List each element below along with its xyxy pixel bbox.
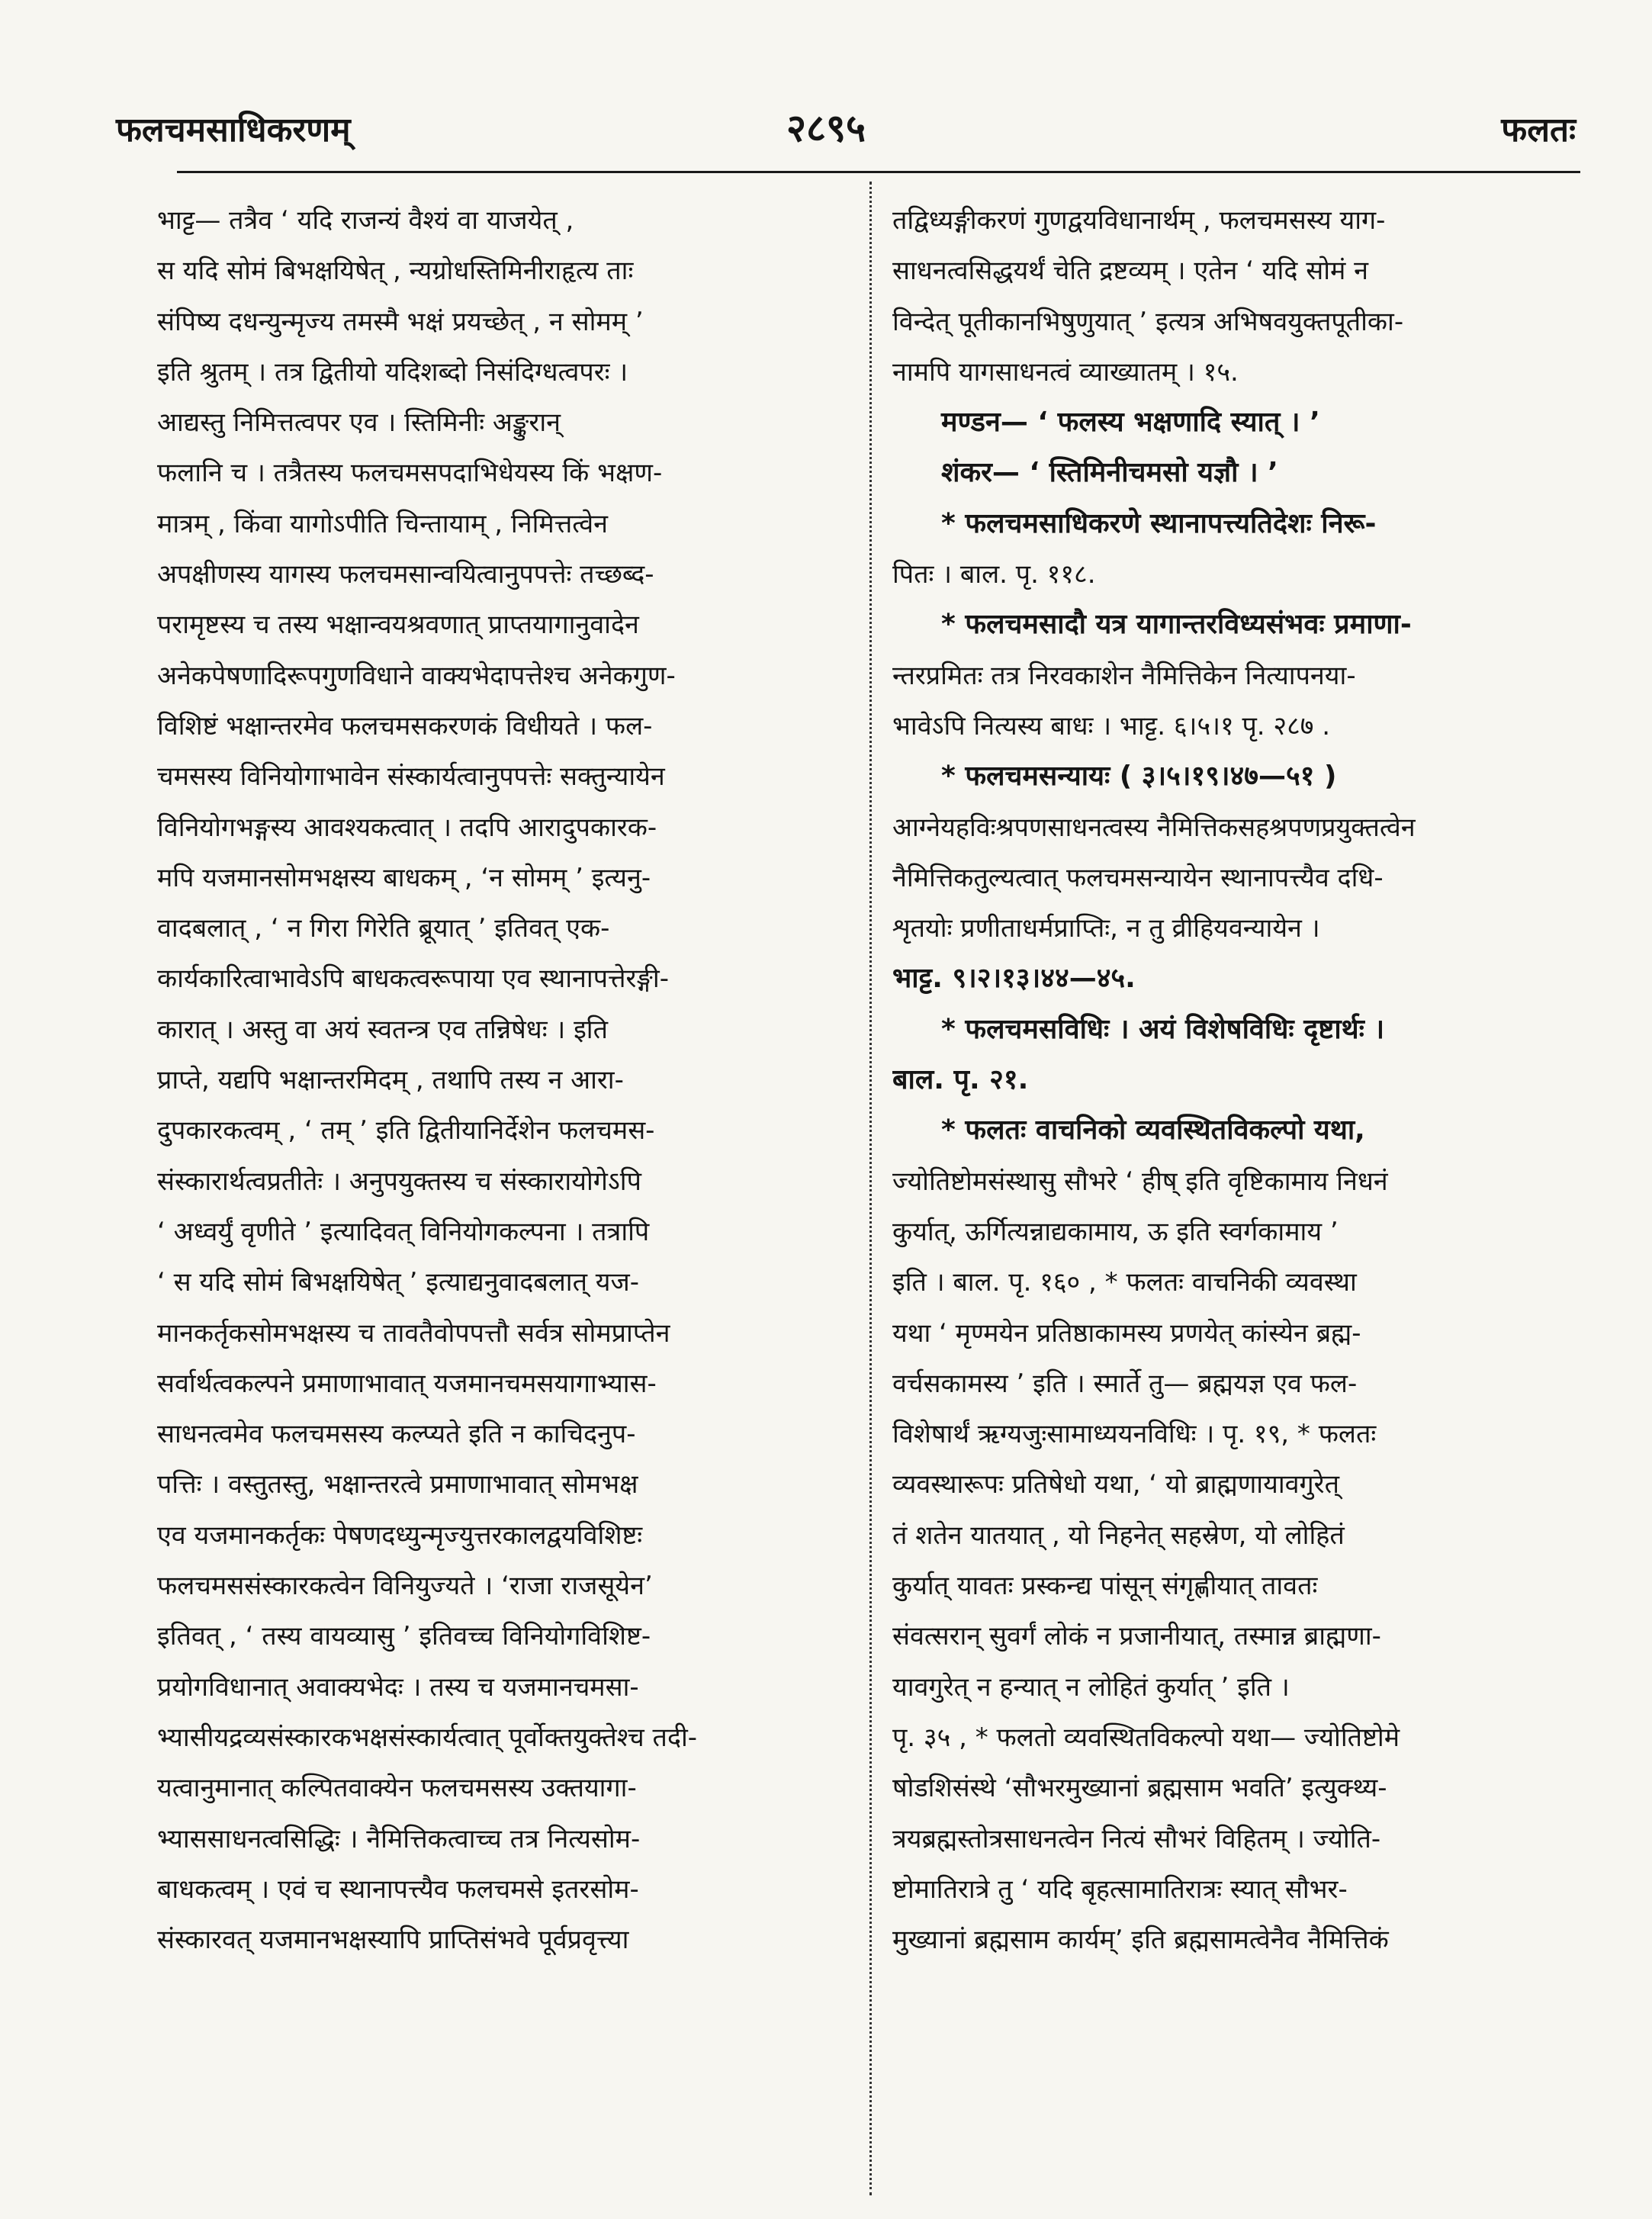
text-line: पत्तिः । वस्तुतस्तु, भक्षान्तरत्वे प्रमाणाभावात् सोमभक्ष — [157, 1469, 638, 1500]
text-line: व्यवस्थारूपः प्रतिषेधो यथा, ‘ यो ब्राह्मणायावगुरेत् — [892, 1469, 1339, 1500]
text-line: शंकर— ‘ स्तिमिनीचमसो यज्ञौ । ’ — [941, 457, 1278, 489]
running-title: फलचमसाधिकरणम् — [116, 111, 351, 150]
text-line: ज्योतिष्टोमसंस्थासु सौभरे ‘ हीष् इति वृष्टिकामाय निधनं — [892, 1166, 1388, 1197]
text-line: अनेकपेषणादिरूपगुणविधाने वाक्यभेदापत्तेश्च अनेकगुण- — [157, 660, 676, 691]
text-line: आद्यस्तु निमित्तत्वपर एव । स्तिमिनीः अङ्कुरान् — [157, 407, 561, 439]
running-keyword: फलतः — [1501, 111, 1576, 150]
text-line: आग्नेयहविःश्रपणसाधनत्वस्य नैमित्तिकसहश्रपणप्रयुक्तत्वेन — [892, 812, 1416, 843]
text-line: चमसस्य विनियोगाभावेन संस्कार्यत्वानुपपत्तेः सक्तुन्यायेन — [157, 761, 665, 793]
text-line: न्तरप्रमितः तत्र निरवकाशेन नैमित्तिकेन नित्यापनया- — [892, 660, 1356, 691]
text-line: * फलचमसाधिकरणे स्थानापत्त्यतिदेशः निरू- — [941, 507, 1377, 539]
text-line: प्रयोगविधानात् अवाक्यभेदः । तस्य च यजमानचमसा- — [157, 1671, 639, 1703]
text-line: * फलचमसादौ यत्र यागान्तरविध्यसंभवः प्रमाणा- — [941, 609, 1412, 641]
left-column — [157, 195, 851, 1965]
text-line: फलचमससंस्कारकत्वेन विनियुज्यते । ‘राजा राजसूयेन’ — [157, 1571, 653, 1602]
text-line: मानकर्तृकसोमभक्षस्य च तावतैवोपपत्तौ सर्वत्र सोमप्राप्तेन — [157, 1317, 670, 1349]
text-line: वादबलात् , ‘ न गिरा गिरेति ब्रूयात् ’ इतिवत् एक- — [157, 913, 610, 944]
text-line: बाधकत्वम् । एवं च स्थानापत्त्यैव फलचमसे इतरसोम- — [157, 1873, 639, 1905]
text-line: * फलचमसन्यायः ( ३।५।१९।४७—५१ ) — [941, 761, 1337, 793]
text-line: कुर्यात्, ऊर्गित्यन्नाद्यकामाय, ऊ इति स्वर्गकामाय ’ — [892, 1216, 1339, 1247]
text-line: संवत्सरान् सुवर्गं लोकं न प्रजानीयात्, तस्मान्न ब्राह्मणा- — [892, 1621, 1381, 1652]
text-line: वर्चसकामस्य ’ इति । स्मार्ते तु— ब्रह्मयज्ञ एव फल- — [892, 1368, 1358, 1399]
text-line: मुख्यानां ब्रह्मसाम कार्यम्’ इति ब्रह्मसामत्वेनैव नैमित्तिकं — [892, 1925, 1389, 1956]
text-line: मण्डन— ‘ फलस्य भक्षणादि स्यात् । ’ — [941, 407, 1320, 439]
text-line: संस्कारवत् यजमानभक्षस्यापि प्राप्तिसंभवे पूर्वप्रवृत्त्या — [157, 1925, 629, 1956]
text-line: कुर्यात् यावतः प्रस्कन्द्य पांसून् संगृह्णीयात् तावतः — [892, 1571, 1318, 1602]
text-line: पितः । बाल. पृ. ११८. — [892, 559, 1096, 590]
text-line: विन्देत् पूतीकानभिषुणुयात् ’ इत्यत्र अभिषवयुक्तपूतीका- — [892, 306, 1404, 337]
text-line: कारात् । अस्तु वा अयं स्वतन्त्र एव तन्निषेधः । इति — [157, 1014, 608, 1045]
text-line: अपक्षीणस्य यागस्य फलचमसान्वयित्वानुपपत्तेः तच्छब्द- — [157, 559, 654, 590]
text-line: परामृष्टस्य च तस्य भक्षान्वयश्रवणात् प्राप्तयागानुवादेन — [157, 609, 639, 641]
text-line: विशेषार्थं ऋग्यजुःसामाध्ययनविधिः । पृ. १९, * फलतः — [892, 1419, 1377, 1450]
text-line: भावेऽपि नित्यस्य बाधः । भाट्ट. ६।५।१ पृ. २८७ . — [892, 710, 1331, 741]
text-line: तं शतेन यातयात् , यो निहनेत् सहस्रेण, यो लोहितं — [892, 1520, 1345, 1551]
text-line: मात्रम् , किंवा यागोऽपीति चिन्तायाम् , निमित्तत्वेन — [157, 508, 608, 539]
text-line: संस्कारार्थत्वप्रतीतेः । अनुपयुक्तस्य च संस्कारायोगेऽपि — [157, 1166, 641, 1197]
text-line: संपिष्य दधन्युन्मृज्य तमस्मै भक्षं प्रयच्छेत् , न सोमम् ’ — [157, 306, 644, 337]
text-line: इतिवत् , ‘ तस्य वायव्यासु ’ इतिवच्च विनियोगविशिष्ट- — [157, 1621, 651, 1652]
header-rule — [177, 171, 1580, 173]
text-line: षोडशिसंस्थे ‘सौभरमुख्यानां ब्रह्मसाम भवति’ इत्युक्थ्य- — [892, 1773, 1387, 1804]
text-line: साधनत्वसिद्धयर्थं चेति द्रष्टव्यम् । एतेन ‘ यदि सोमं न — [892, 256, 1369, 287]
text-line: मपि यजमानसोमभक्षस्य बाधकम् , ‘न सोमम् ’ इत्यनु- — [157, 862, 651, 893]
text-line: भाट्ट— तत्रैव ‘ यदि राजन्यं वैश्यं वा याजयेत् , — [157, 205, 574, 236]
right-column — [892, 195, 1586, 1965]
text-line: भ्यासीयद्रव्यसंस्कारकभक्षसंस्कार्यत्वात् पूर्वोक्तयुक्तेश्च तदी- — [157, 1722, 698, 1753]
text-line: नैमित्तिकतुल्यत्वात् फलचमसन्यायेन स्थानापत्त्यैव दधि- — [892, 862, 1384, 893]
text-line: यत्वानुमानात् कल्पितवाक्येन फलचमसस्य उक्तयागा- — [157, 1773, 637, 1804]
text-line: इति । बाल. पृ. १६० , * फलतः वाचनिकी व्यवस्था — [892, 1267, 1357, 1298]
text-line: एव यजमानकर्तृकः पेषणदध्युन्मृज्युत्तरकालद्वयविशिष्टः — [157, 1520, 643, 1551]
text-line: इति श्रुतम् । तत्र द्वितीयो यदिशब्दो निसंदिग्धत्वपरः । — [157, 356, 628, 388]
text-line: ष्टोमातिरात्रे तु ‘ यदि बृहत्सामातिरात्रः स्यात् सौभर- — [892, 1873, 1348, 1905]
text-line: ‘ स यदि सोमं बिभक्षयिषेत् ’ इत्याद्यनुवादबलात् यज- — [157, 1267, 640, 1298]
text-line: सर्वार्थत्वकल्पने प्रमाणाभावात् यजमानचमसयागाभ्यास- — [157, 1368, 657, 1399]
text-line: ‘ अध्वर्युं वृणीते ’ इत्यादिवत् विनियोगकल्पना । तत्रापि — [157, 1216, 650, 1247]
text-line: यावगुरेत् न हन्यात् न लोहितं कुर्यात् ’ इति । — [892, 1671, 1290, 1703]
text-line: कार्यकारित्वाभावेऽपि बाधकत्वरूपाया एव स्थानापत्तेरङ्गी- — [157, 963, 670, 995]
text-line: भाट्ट. ९।२।१३।४४—४५. — [892, 963, 1136, 995]
column-divider — [869, 182, 873, 2195]
page-number: २८९५ — [786, 106, 866, 150]
text-line: फलानि च । तत्रैतस्य फलचमसपदाभिधेयस्य किं भक्षण- — [157, 458, 663, 489]
text-line: साधनत्वमेव फलचमसस्य कल्प्यते इति न काचिदनुप- — [157, 1419, 636, 1450]
page-header — [0, 98, 1652, 159]
text-line: त्रयब्रह्मस्तोत्रसाधनत्वेन नित्यं सौभरं विहितम् । ज्योति- — [892, 1823, 1381, 1854]
text-line: बाल. पृ. २१. — [892, 1064, 1029, 1096]
text-line: तद्विध्यङ्गीकरणं गुणद्वयविधानार्थम् , फलचमसस्य याग- — [892, 205, 1386, 236]
text-line: प्राप्ते, यद्यपि भक्षान्तरमिदम् , तथापि तस्य न आरा- — [157, 1065, 624, 1096]
text-line: यथा ‘ मृण्मयेन प्रतिष्ठाकामस्य प्रणयेत् कांस्येन ब्रह्म- — [892, 1317, 1361, 1349]
text-line: स यदि सोमं बिभक्षयिषेत् , न्यग्रोधस्तिमिनीराहृत्य ताः — [157, 256, 634, 287]
text-line: * फलतः वाचनिको व्यवस्थितविकल्पो यथा, — [941, 1114, 1365, 1146]
text-line: विशिष्टं भक्षान्तरमेव फलचमसकरणकं विधीयते । फल- — [157, 710, 653, 741]
text-line: * फलचमसविधिः । अयं विशेषविधिः दृष्टार्थः । — [941, 1013, 1385, 1045]
text-line: दुपकारकत्वम् , ‘ तम् ’ इति द्वितीयानिर्देशेन फलचमस- — [157, 1115, 655, 1146]
text-line: पृ. ३५ , * फलतो व्यवस्थितविकल्पो यथा— ज्योतिष्टोमे — [892, 1722, 1400, 1753]
text-line: शृतयोः प्रणीताधर्मप्राप्तिः, न तु व्रीहियवन्यायेन । — [892, 913, 1320, 944]
text-line: नामपि यागसाधनत्वं व्याख्यातम् । १५. — [892, 356, 1239, 388]
text-line: विनियोगभङ्गस्य आवश्यकत्वात् । तदपि आरादुपकारक- — [157, 812, 657, 843]
text-line: भ्याससाधनत्वसिद्धिः । नैमित्तिकत्वाच्च तत्र नित्यसोम- — [157, 1823, 641, 1854]
